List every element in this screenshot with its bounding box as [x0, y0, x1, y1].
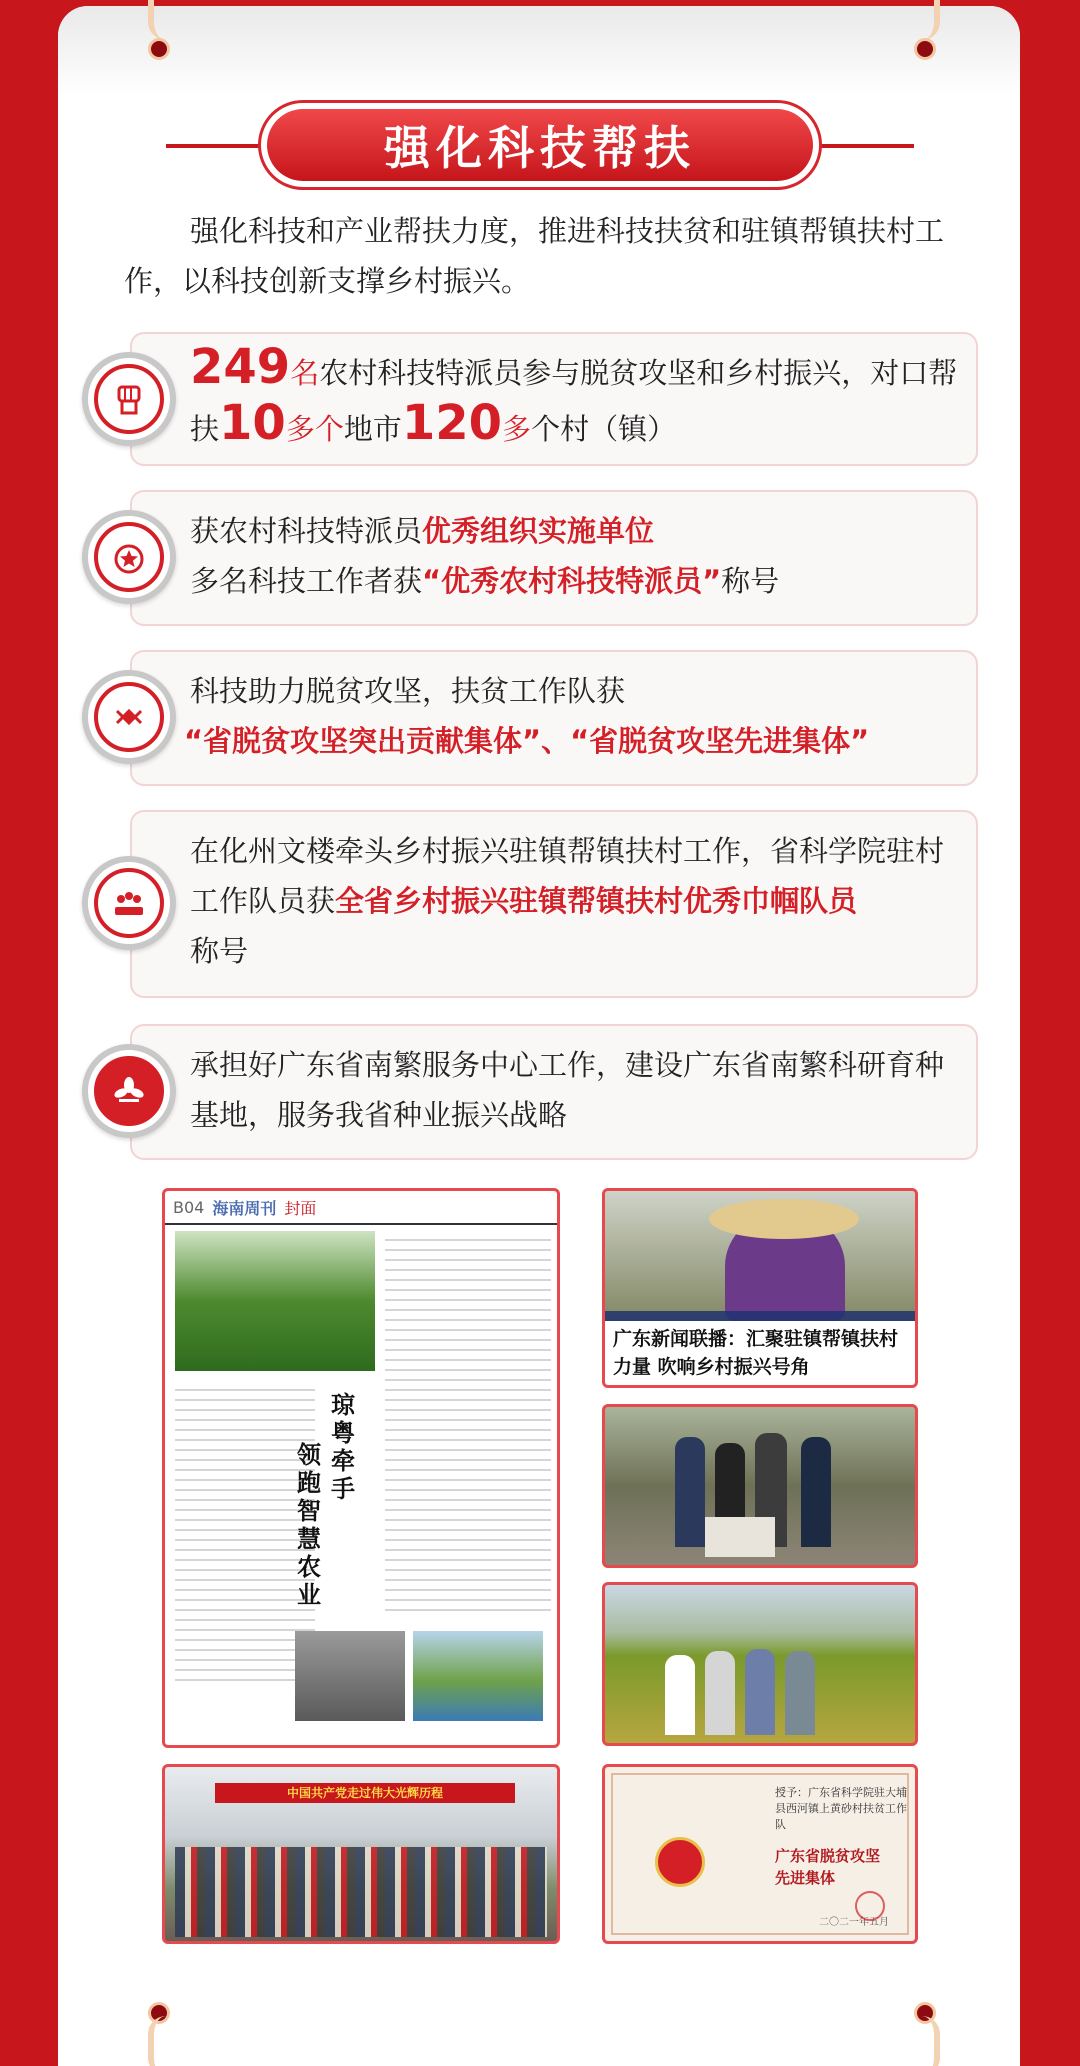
national-emblem	[655, 1837, 705, 1887]
card-text: 在化州文楼牵头乡村振兴驻镇帮镇扶村工作，省科学院驻村工作队员获	[190, 834, 945, 918]
stat-unit: 多个	[285, 412, 344, 446]
group-photo	[162, 1764, 560, 1944]
canal-photo	[413, 1631, 543, 1721]
certificate-photo	[602, 1764, 918, 1944]
newspaper-masthead: 海南周刊	[212, 1198, 277, 1218]
beekeeping-photo	[602, 1404, 918, 1568]
seedling-icon-badge	[82, 1044, 176, 1138]
team-podium-icon	[109, 883, 149, 923]
stat-villages-count: 120	[401, 395, 503, 451]
straw-hat	[709, 1199, 859, 1239]
card-tech-envoys	[130, 332, 978, 466]
certificate-recipient: 授予：广东省科学院驻大埔县西河镇上黄砂村扶贫工作队	[775, 1786, 907, 1831]
card-text: 称号	[190, 934, 249, 968]
scroll-knob-right-top	[914, 38, 936, 60]
tv-news-caption: 广东新闻联播：汇聚驻镇帮镇扶村力量 吹响乡村振兴号角	[605, 1321, 915, 1385]
scroll-hook-left-bottom	[148, 2016, 166, 2066]
card-nanfan-center	[130, 1024, 978, 1160]
stat-envoys-count: 249	[190, 339, 291, 395]
newspaper-section: 封面	[284, 1198, 317, 1218]
group-photo-banner: 中国共产党走过伟大光辉历程	[215, 1783, 515, 1803]
card-text: 获农村科技特派员	[190, 514, 423, 548]
section-header	[0, 100, 1080, 190]
crowd	[175, 1847, 547, 1937]
header-line-left	[166, 144, 266, 148]
archive-photo	[295, 1631, 405, 1721]
article-text-column	[385, 1231, 551, 1611]
award-highlight: “省脱贫攻坚突出贡献集体”、“省脱贫攻坚先进集体”	[184, 724, 870, 758]
card-text: 多名科技工作者获	[190, 564, 423, 598]
official-seal	[855, 1891, 885, 1921]
card-female-member	[130, 810, 978, 998]
card-text: 地市	[343, 412, 402, 446]
award-highlight: “优秀农村科技特派员”	[422, 564, 722, 598]
cornfield-photo	[175, 1231, 375, 1371]
award-highlight: 优秀组织实施单位	[422, 514, 655, 548]
stat-unit: 多	[502, 412, 532, 446]
intro-text: 强化科技和产业帮扶力度，推进科技扶贫和驻镇帮镇扶村工作，以科技创新支撑乡村振兴。	[124, 214, 945, 298]
card-text: 农村科技特派员参与脱贫攻坚和乡村振兴，对口帮扶	[190, 356, 958, 446]
seedling-icon	[109, 1071, 149, 1111]
card-text: 个村（镇）	[531, 412, 677, 446]
star-medal-icon-badge	[82, 510, 176, 604]
certificate-title	[775, 1845, 913, 1889]
newspaper-page: B04	[173, 1197, 205, 1217]
newspaper-headline-2: 领跑智慧农业	[297, 1441, 321, 1609]
rice-field-photo	[602, 1582, 918, 1746]
certificate-title-line: 先进集体	[775, 1869, 836, 1887]
scroll-knob-left-top	[148, 38, 170, 60]
team-icon-badge	[82, 856, 176, 950]
article-text-column	[175, 1381, 315, 1681]
newspaper-clipping	[162, 1188, 560, 1748]
fist-icon-badge	[82, 352, 176, 446]
tv-news-screenshot	[602, 1188, 918, 1388]
fist-icon	[109, 379, 149, 419]
page-title: 强化科技帮扶	[267, 109, 813, 181]
title-pill	[258, 100, 822, 190]
hands-icon-badge	[82, 670, 176, 764]
stat-unit: 名	[290, 356, 320, 390]
card-excellent-unit	[130, 490, 978, 626]
card-text: 科技助力脱贫攻坚，扶贫工作队获	[190, 674, 626, 708]
certificate-date: 二〇二一年五月	[819, 1917, 889, 1928]
newspaper-headline-1: 琼粤牵手	[331, 1391, 355, 1503]
card-text: 称号	[721, 564, 780, 598]
stat-cities-count: 10	[219, 395, 286, 451]
award-highlight: 全省乡村振兴驻镇帮镇扶村优秀巾帼队员	[335, 884, 858, 918]
certificate-title-line: 广东省脱贫攻坚	[775, 1847, 881, 1865]
card-poverty-team	[130, 650, 978, 786]
star-medal-icon	[109, 537, 149, 577]
card-text: 承担好广东省南繁服务中心工作，建设广东省南繁科研育种基地，服务我省种业振兴战略	[190, 1048, 945, 1132]
header-line-right	[814, 144, 914, 148]
joined-hands-icon	[109, 697, 149, 737]
